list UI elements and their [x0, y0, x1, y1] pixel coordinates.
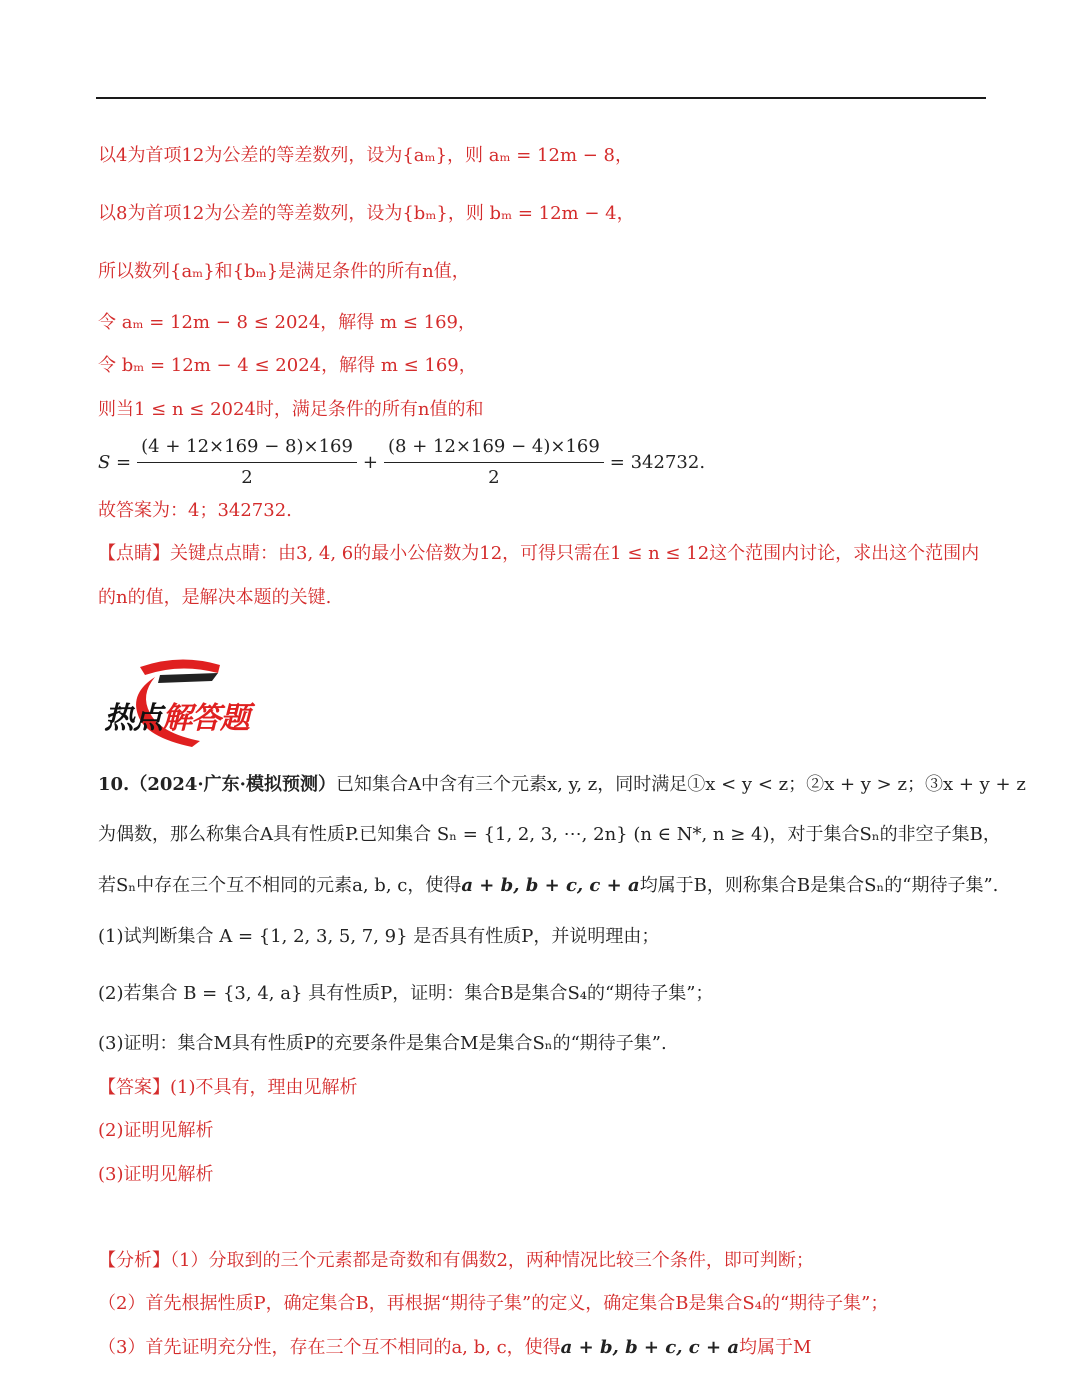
- key-point-line-1: 【点睛】关键点点睛：由3, 4, 6的最小公倍数为12，可得只需在1 ≤ n ≤ 12这个范围内讨论，求出这个范围内: [98, 543, 980, 564]
- problem-text-3c: 均属于B，则称集合B是集合Sₙ的“期待子集”.: [639, 875, 999, 896]
- analysis-text-3c: 均属于M: [739, 1337, 812, 1358]
- answer-line-1: 【答案】(1)不具有，理由见解析: [98, 1077, 358, 1098]
- fraction-1-numerator: (4 + 12×169 − 8)×169: [137, 435, 357, 463]
- problem-line-3: [98, 873, 998, 899]
- logo-text-part2: 解答题: [162, 701, 249, 736]
- question-1: (1)试判断集合 A = {1, 2, 3, 5, 7, 9} 是否具有性质P，并说明理由；: [98, 926, 660, 947]
- answer-line-2: (2)证明见解析: [98, 1120, 214, 1141]
- answer-line-3: (3)证明见解析: [98, 1164, 214, 1185]
- formula-lhs: S =: [98, 451, 132, 473]
- solution-line-5: 令 bₘ = 12m − 4 ≤ 2024，解得 m ≤ 169，: [98, 355, 477, 376]
- solution-line-4: 令 aₘ = 12m − 8 ≤ 2024，解得 m ≤ 169，: [98, 312, 476, 333]
- analysis-text-3b: a + b, b + c, c + a: [560, 1337, 740, 1358]
- solution-line-2: 以8为首项12为公差的等差数列，设为{bₘ}，则 bₘ = 12m − 4，: [98, 203, 635, 224]
- problem-text-3a: 若Sₙ中存在三个互不相同的元素a, b, c，使得: [98, 875, 462, 896]
- problem-text-3b: a + b, b + c, c + a: [461, 875, 640, 896]
- question-2: (2)若集合 B = {3, 4, a} 具有性质P，证明：集合B是集合S₄的“期待子集”；: [98, 983, 714, 1004]
- fraction-1-denominator: 2: [241, 466, 253, 488]
- solution-line-3: 所以数列{aₘ}和{bₘ}是满足条件的所有n值，: [98, 261, 470, 282]
- section-logo: [100, 655, 270, 750]
- fraction-2: [384, 435, 604, 490]
- logo-text-part1: 热点: [104, 701, 162, 736]
- analysis-line-2: （2）首先根据性质P，确定集合B，再根据“期待子集”的定义，确定集合B是集合S₄的“期待子集”；: [98, 1293, 889, 1314]
- analysis-line-1: 【分析】（1）分取到的三个元素都是奇数和有偶数2，两种情况比较三个条件，即可判断；: [98, 1250, 814, 1271]
- final-answer-line: 故答案为：4；342732.: [98, 500, 292, 521]
- solution-line-6: 则当1 ≤ n ≤ 2024时，满足条件的所有n值的和: [98, 399, 484, 420]
- problem-number: 10.（2024·广东·模拟预测）: [98, 774, 336, 795]
- formula-plus: +: [362, 451, 379, 473]
- analysis-line-3: [98, 1335, 811, 1361]
- problem-line-2: 为偶数，那么称集合A具有性质P.已知集合 Sₙ = {1, 2, 3, ⋯, 2n} (n ∈ N*, n ≥ 4)，对于集合Sₙ的非空子集B，: [98, 824, 1001, 845]
- fraction-2-numerator: (8 + 12×169 − 4)×169: [384, 435, 604, 463]
- problem-line-1: [98, 772, 1026, 798]
- solution-line-1: 以4为首项12为公差的等差数列，设为{aₘ}，则 aₘ = 12m − 8，: [98, 145, 633, 166]
- header-rule: [96, 97, 986, 99]
- logo-text: [104, 693, 249, 737]
- question-3: (3)证明：集合M具有性质P的充要条件是集合M是集合Sₙ的“期待子集”.: [98, 1033, 667, 1054]
- fraction-2-denominator: 2: [488, 466, 500, 488]
- key-point-line-2: 的n的值，是解决本题的关键.: [98, 587, 332, 608]
- formula-rhs: = 342732.: [609, 451, 706, 473]
- fraction-1: [137, 435, 357, 490]
- sum-formula: [98, 432, 705, 492]
- analysis-text-3a: （3）首先证明充分性，存在三个互不相同的a, b, c，使得: [98, 1337, 561, 1358]
- problem-text-1: 已知集合A中含有三个元素x, y, z，同时满足①x < y < z；②x + y > z；③x + y + z: [335, 774, 1026, 795]
